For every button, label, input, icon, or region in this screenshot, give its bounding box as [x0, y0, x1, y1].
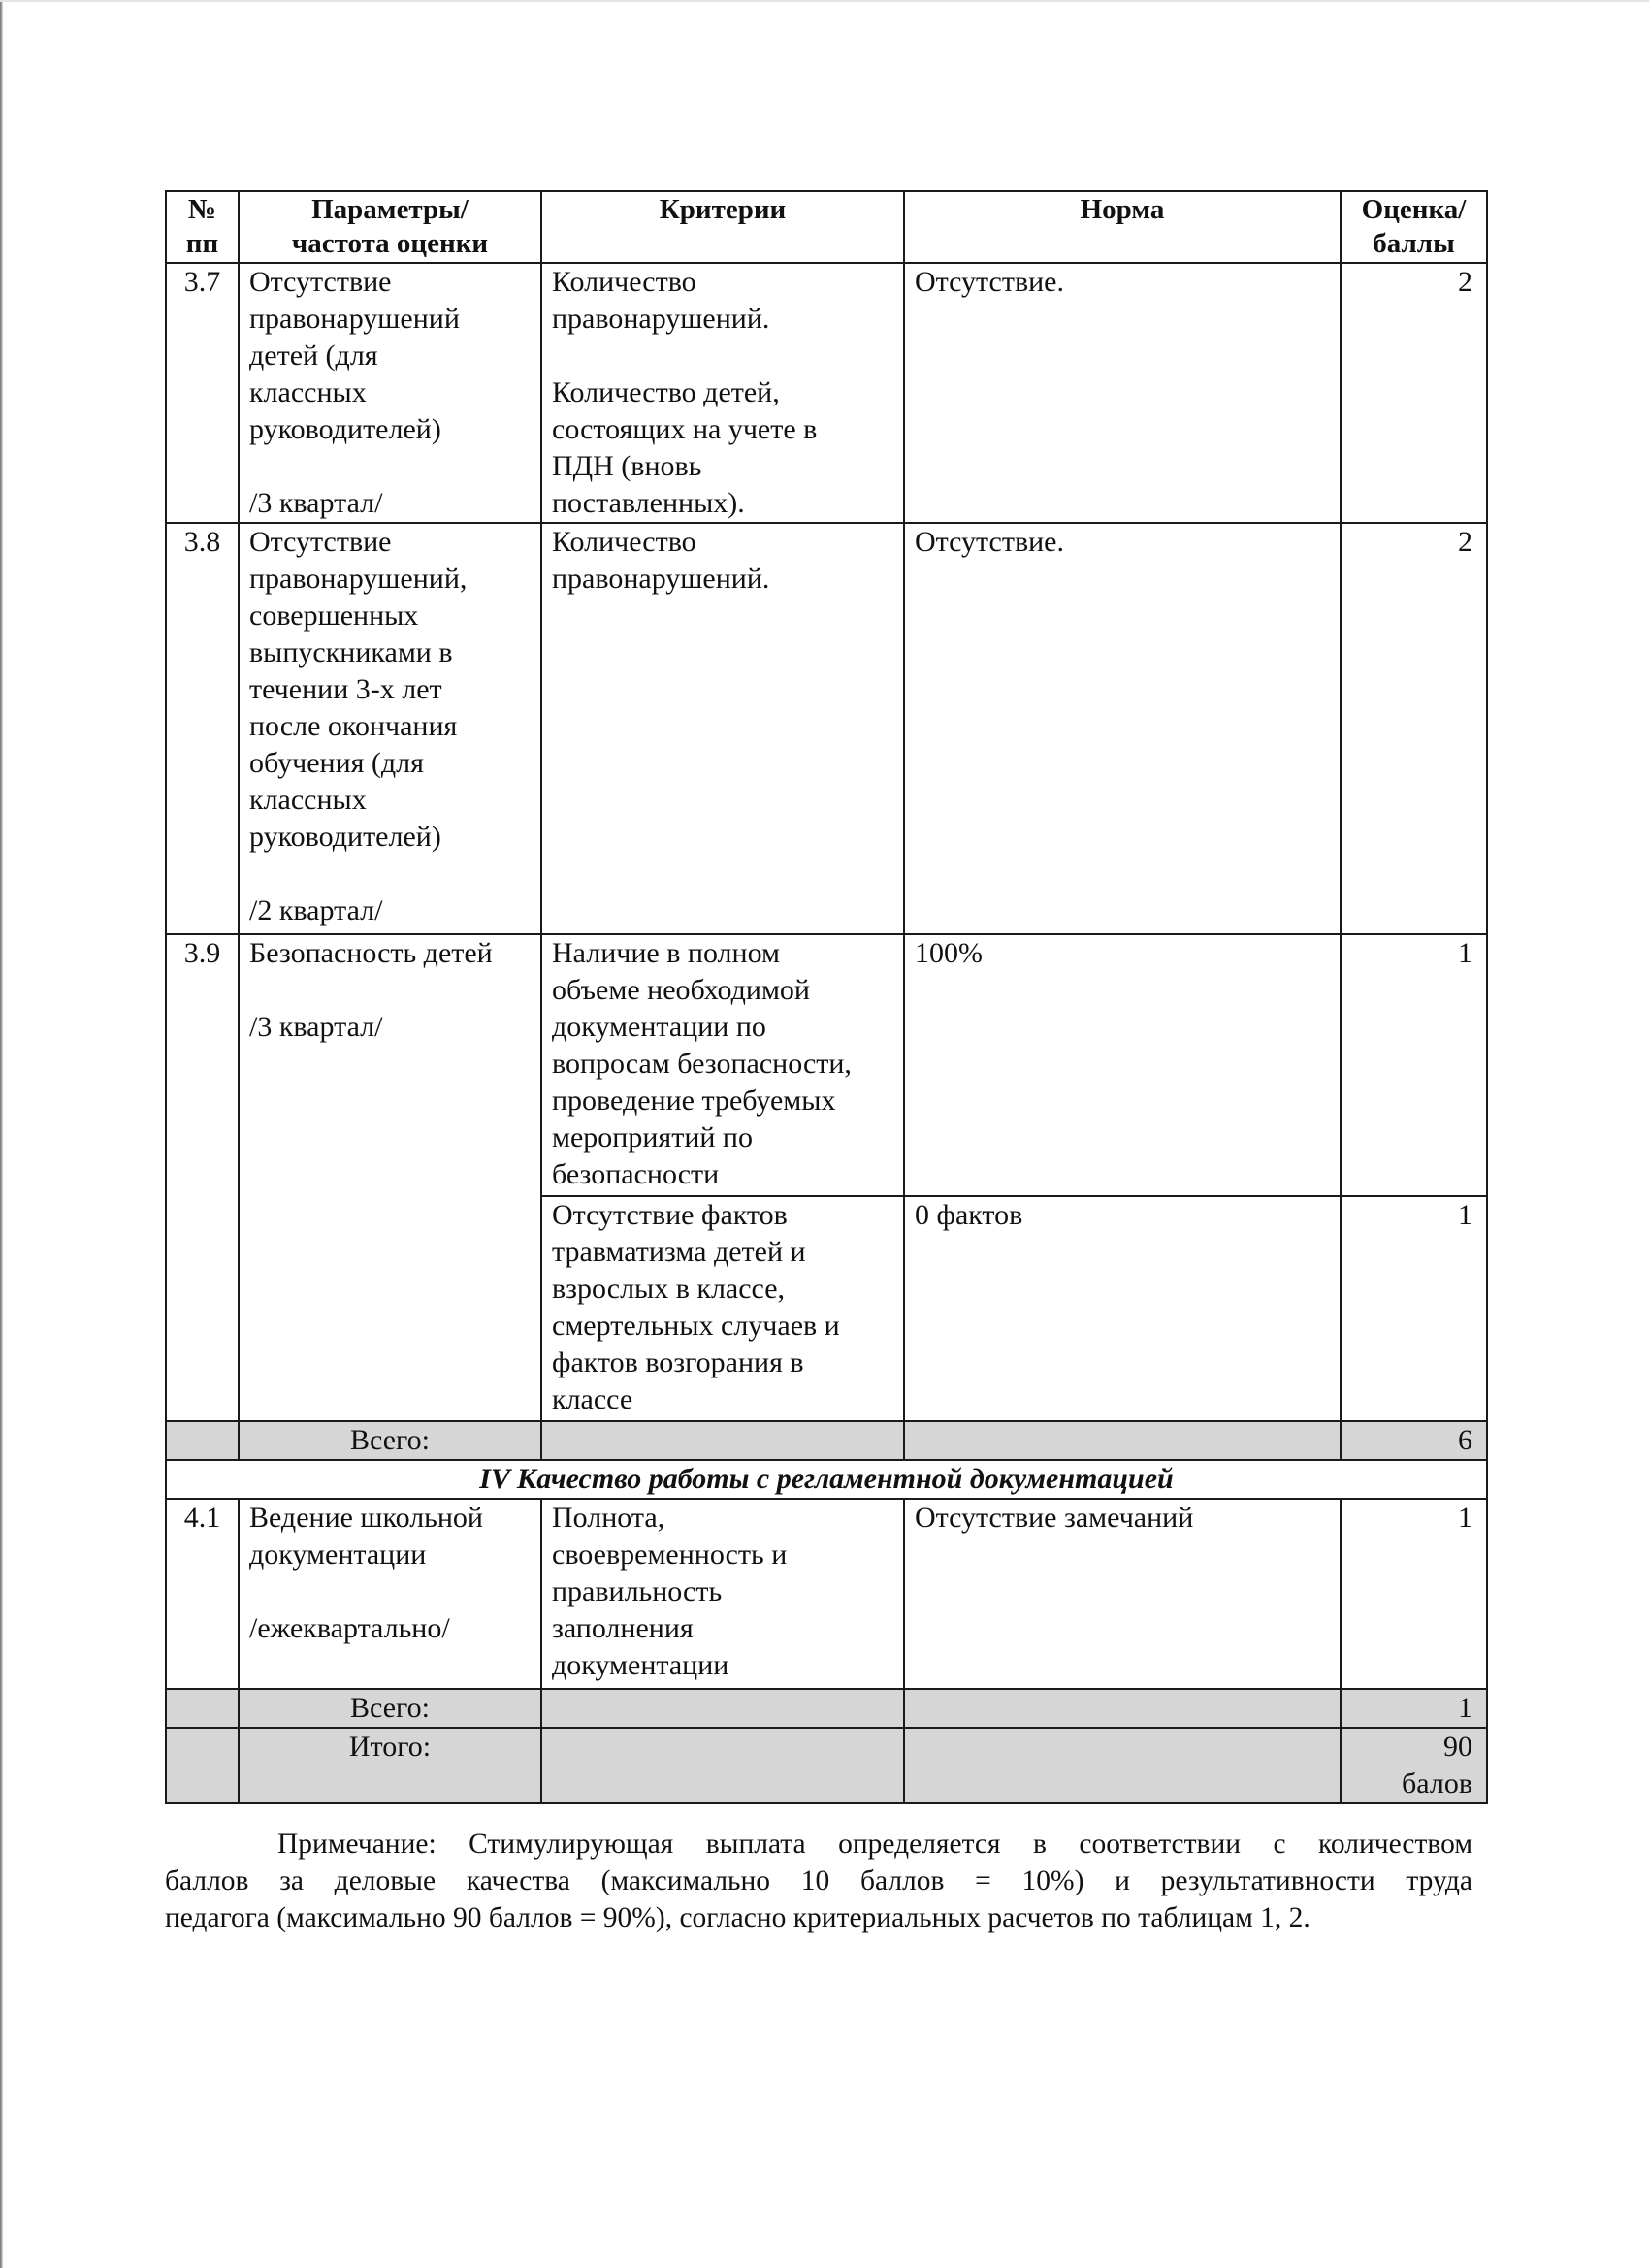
row-score: 1: [1341, 1499, 1487, 1689]
grand-total-score: 90 балов: [1341, 1728, 1487, 1803]
row-norm: 0 фактов: [904, 1196, 1341, 1421]
row-norm: Отсутствие замечаний: [904, 1499, 1341, 1689]
footnote: [165, 1826, 1472, 1936]
total-row: [166, 1689, 1487, 1728]
row-score: 2: [1341, 263, 1487, 523]
row-parameter: Ведение школьной документации /ежеквартально/: [239, 1499, 541, 1689]
total-label: Всего:: [239, 1689, 541, 1728]
row-criteria: Полнота, своевременность и правильность заполнения документации: [541, 1499, 904, 1689]
footnote-line: баллов за деловые качества (максимально 10 баллов = 10%) и результативности труда: [165, 1865, 1472, 1896]
row-norm: 100%: [904, 934, 1341, 1196]
row-norm: Отсутствие.: [904, 523, 1341, 934]
row-score: 1: [1341, 1196, 1487, 1421]
row-number: 4.1: [166, 1499, 239, 1689]
footnote-line: Примечание: Стимулирующая выплата определяется в соответствии с количеством: [277, 1829, 1472, 1860]
row-parameter: Отсутствие правонарушений, совершенных выпускниками в течении 3-х лет после окончания обучения (для классных руководителей) /2 квартал/: [239, 523, 541, 934]
row-number: 3.9: [166, 934, 239, 1421]
row-parameter: Безопасность детей /3 квартал/: [239, 934, 541, 1421]
row-period: /2 квартал/: [249, 894, 383, 926]
row-norm: Отсутствие.: [904, 263, 1341, 523]
row-period: /3 квартал/: [249, 487, 383, 519]
row-score: 2: [1341, 523, 1487, 934]
header-param: Параметры/ частота оценки: [239, 191, 541, 263]
table-row: [166, 523, 1487, 934]
grand-total-label: Итого:: [239, 1728, 541, 1803]
total-score: 1: [1341, 1689, 1487, 1728]
row-criteria: Отсутствие фактов травматизма детей и взрослых в классе, смертельных случаев и фактов возгорания в классе: [541, 1196, 904, 1421]
header-norm: Норма: [904, 191, 1341, 263]
criteria-table: [165, 190, 1488, 1804]
row-period: /3 квартал/: [249, 1011, 383, 1043]
row-parameter: Отсутствие правонарушений детей (для классных руководителей) /3 квартал/: [239, 263, 541, 523]
row-period: /ежеквартально/: [249, 1612, 450, 1644]
header-criteria: Критерии: [541, 191, 904, 263]
total-score: 6: [1341, 1421, 1487, 1460]
header-num: № пп: [166, 191, 239, 263]
row-criteria: Наличие в полном объеме необходимой документации по вопросам безопасности, проведение требуемых мероприятий по безопасности: [541, 934, 904, 1196]
scan-top-edge: [0, 0, 1649, 2]
scan-page-edge: [0, 0, 3, 2268]
section-title: IV Качество работы с регламентной документацией: [166, 1460, 1487, 1499]
section-heading-row: [166, 1460, 1487, 1499]
table-header-row: [166, 191, 1487, 263]
header-score: Оценка/ баллы: [1341, 191, 1487, 263]
row-score: 1: [1341, 934, 1487, 1196]
total-label: Всего:: [239, 1421, 541, 1460]
row-number: 3.7: [166, 263, 239, 523]
row-criteria: Количество правонарушений. Количество детей, состоящих на учете в ПДН (вновь поставленных).: [541, 263, 904, 523]
grand-total-row: [166, 1728, 1487, 1803]
table-row: [166, 263, 1487, 523]
table-row: [166, 1499, 1487, 1689]
row-criteria: Количество правонарушений.: [541, 523, 904, 934]
footnote-line: педагога (максимально 90 баллов = 90%), согласно критериальных расчетов по таблицам 1, 2.: [165, 1902, 1310, 1933]
table-row: [166, 934, 1487, 1196]
row-number: 3.8: [166, 523, 239, 934]
total-row: [166, 1421, 1487, 1460]
